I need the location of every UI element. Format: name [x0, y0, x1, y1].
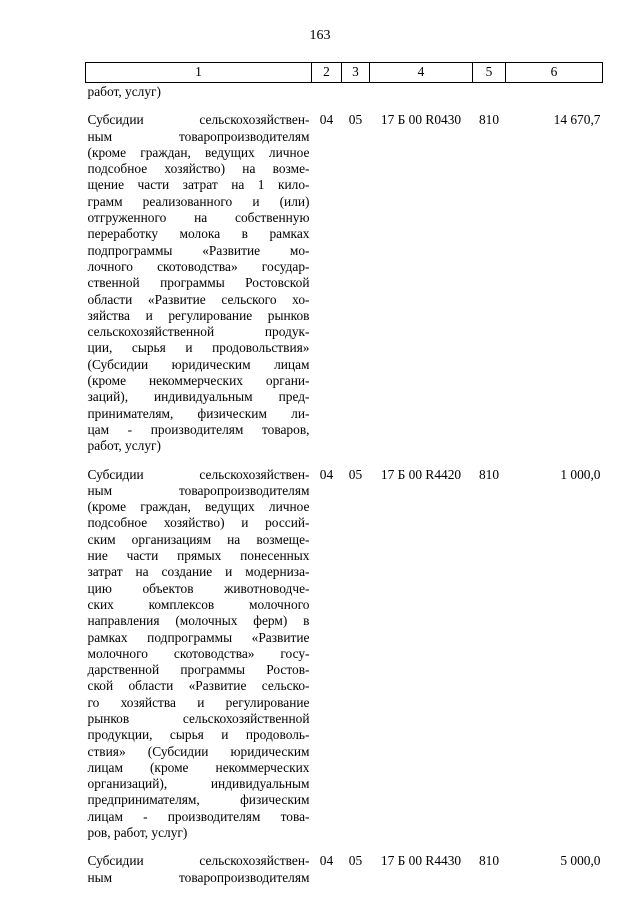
row-csr: 17 Б 00 R4420: [380, 466, 462, 482]
desc-line: организаций), индивидуальным: [87, 776, 310, 792]
desc-line: ции, сырья и продовольствия»: [87, 340, 310, 356]
desc-line: щение части затрат на 1 кило-: [87, 177, 310, 193]
desc-line: ственной программы Ростовской: [87, 275, 310, 291]
table-row: [86, 455, 603, 842]
desc-line: подсобное хозяйство) и россий-: [87, 515, 310, 531]
continuation-row: [86, 83, 603, 101]
desc-line: ской области «Развитие сельско-: [87, 678, 310, 694]
col-header-3: 3: [342, 63, 370, 83]
desc-line: работ, услуг): [87, 438, 161, 454]
row-amount: 1 000,0: [560, 466, 601, 482]
desc-line: ным товаропроизводителям: [87, 869, 310, 885]
desc-line: лочного скотоводства» государ-: [87, 258, 310, 274]
desc-line: ров, работ, услуг): [87, 825, 188, 841]
row-vr: 810: [478, 853, 500, 869]
desc-line: лицам (кроме некоммерческих: [87, 759, 310, 775]
col-header-6: 6: [506, 63, 603, 83]
desc-line: цию объектов животноводче-: [87, 580, 310, 596]
col-header-4: 4: [370, 63, 473, 83]
row-description: [86, 455, 312, 842]
desc-line: рынков сельскохозяйственной: [87, 710, 310, 726]
row-rz: 04: [319, 112, 334, 128]
row-csr: 17 Б 00 R4430: [380, 853, 462, 869]
desc-line: ние части прямых понесенных: [87, 548, 310, 564]
row-vr: 810: [478, 466, 500, 482]
desc-line: заций), индивидуальным пред-: [87, 389, 310, 405]
table-row: [86, 841, 603, 886]
desc-line: области «Развитие сельского хо-: [87, 291, 310, 307]
desc-line: цам - производителям товаров,: [87, 421, 310, 437]
desc-line: ским организациям на возмеще-: [87, 531, 310, 547]
desc-line: предпринимателям, физическим: [87, 792, 310, 808]
desc-line: ным товаропроизводителям: [87, 128, 310, 144]
desc-line: Субсидии сельскохозяйствен-: [87, 112, 310, 128]
desc-line: грамм реализованного и (или): [87, 193, 310, 209]
desc-line: направления (молочных ферм) в: [87, 613, 310, 629]
desc-line: ствия» (Субсидии юридическим: [87, 743, 310, 759]
row-description: [86, 841, 312, 886]
col-header-5: 5: [473, 63, 506, 83]
desc-line: принимателям, физическим ли-: [87, 405, 310, 421]
col-header-2: 2: [312, 63, 342, 83]
table-row: [86, 100, 603, 454]
col-header-1: 1: [86, 63, 312, 83]
desc-line: сельскохозяйственной продук-: [87, 324, 310, 340]
desc-line: Субсидии сельскохозяйствен-: [87, 853, 310, 869]
desc-line: лицам - производителям това-: [87, 808, 310, 824]
desc-line: зяйства и регулирование рынков: [87, 307, 310, 323]
continuation-text: работ, услуг): [87, 84, 161, 99]
budget-table: [85, 62, 603, 886]
desc-line: (Субсидии юридическим лицам: [87, 356, 310, 372]
row-vr: 810: [478, 112, 500, 128]
desc-line: (кроме некоммерческих органи-: [87, 373, 310, 389]
row-pr: 05: [348, 853, 363, 869]
desc-line: продукции, сырья и продоволь-: [87, 727, 310, 743]
table-header-row: [86, 63, 603, 83]
row-amount: 14 670,7: [553, 112, 601, 128]
page-number: 163: [309, 28, 331, 43]
desc-line: ских комплексов молочного: [87, 596, 310, 612]
desc-line: (кроме граждан, ведущих личное: [87, 499, 310, 515]
desc-line: подсобное хозяйство) на возме-: [87, 161, 310, 177]
row-pr: 05: [348, 112, 363, 128]
desc-line: го хозяйства и регулирование: [87, 694, 310, 710]
desc-line: ным товаропроизводителям: [87, 482, 310, 498]
row-rz: 04: [319, 466, 334, 482]
desc-line: рамках подпрограммы «Развитие: [87, 629, 310, 645]
row-description: [86, 100, 312, 454]
desc-line: Субсидии сельскохозяйствен-: [87, 466, 310, 482]
row-amount: 5 000,0: [560, 853, 601, 869]
row-csr: 17 Б 00 R0430: [380, 112, 462, 128]
row-pr: 05: [348, 466, 363, 482]
desc-line: (кроме граждан, ведущих личное: [87, 144, 310, 160]
desc-line: подпрограммы «Развитие мо-: [87, 242, 310, 258]
desc-line: затрат на создание и модерниза-: [87, 564, 310, 580]
desc-line: переработку молока в рамках: [87, 226, 310, 242]
desc-line: дарственной программы Ростов-: [87, 662, 310, 678]
row-rz: 04: [319, 853, 334, 869]
desc-line: отгруженного на собственную: [87, 210, 310, 226]
desc-line: молочного скотоводства» госу-: [87, 645, 310, 661]
